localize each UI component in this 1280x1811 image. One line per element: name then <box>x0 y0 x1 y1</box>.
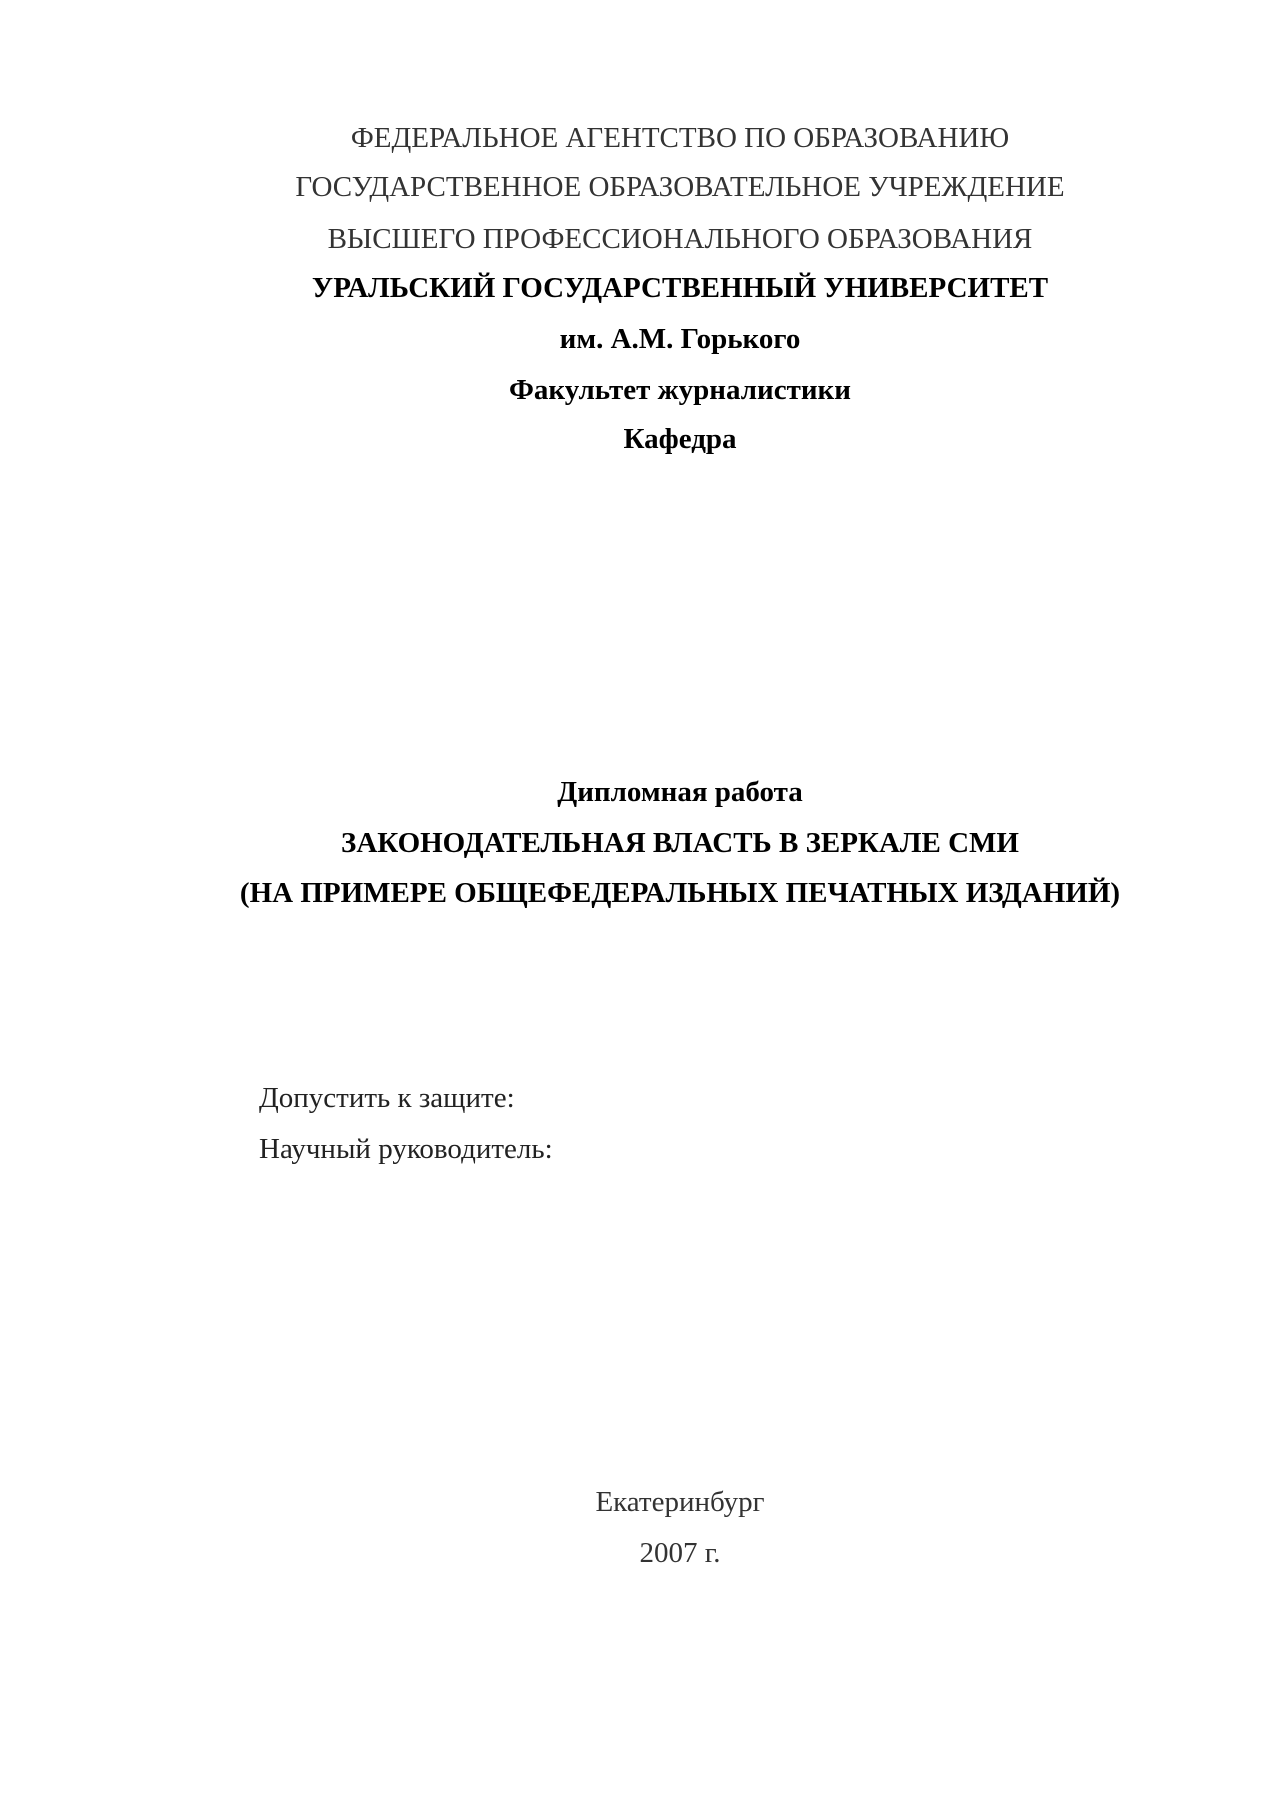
agency-line: ФЕДЕРАЛЬНОЕ АГЕНТСТВО ПО ОБРАЗОВАНИЮ <box>350 122 1010 154</box>
supervisor-label: Научный руководитель: <box>259 1133 553 1165</box>
department-label: Кафедра <box>623 423 737 455</box>
named-after-line: им. А.М. Горького <box>559 323 801 355</box>
thesis-title-line-2: (НА ПРИМЕРЕ ОБЩЕФЕДЕРАЛЬНЫХ ПЕЧАТНЫХ ИЗДАНИЙ) <box>239 877 1121 909</box>
university-name: УРАЛЬСКИЙ ГОСУДАРСТВЕННЫЙ УНИВЕРСИТЕТ <box>311 272 1049 304</box>
thesis-title-line-1: ЗАКОНОДАТЕЛЬНАЯ ВЛАСТЬ В ЗЕРКАЛЕ СМИ <box>341 827 1019 859</box>
education-level-line: ВЫСШЕГО ПРОФЕССИОНАЛЬНОГО ОБРАЗОВАНИЯ <box>327 223 1033 255</box>
city-label: Екатеринбург <box>595 1486 765 1518</box>
institution-type-line: ГОСУДАРСТВЕННОЕ ОБРАЗОВАТЕЛЬНОЕ УЧРЕЖДЕНИЕ <box>295 171 1065 203</box>
faculty-name: Факультет журналистики <box>509 374 851 406</box>
admit-to-defense-label: Допустить к защите: <box>259 1082 515 1114</box>
year-label: 2007 г. <box>639 1537 721 1569</box>
work-type: Дипломная работа <box>557 776 803 808</box>
